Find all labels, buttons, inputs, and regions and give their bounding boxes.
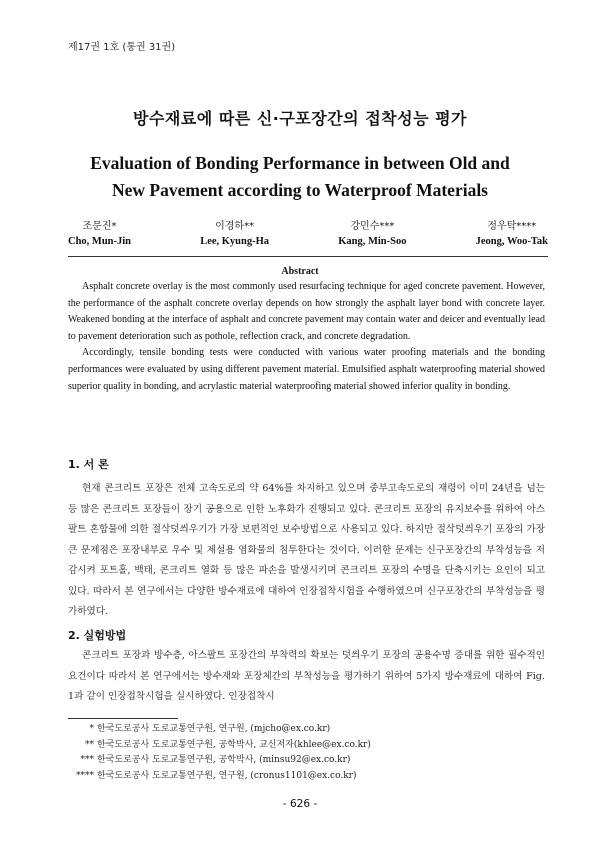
divider xyxy=(68,256,548,257)
section-body-method xyxy=(68,646,545,708)
section-body-introduction xyxy=(68,479,545,623)
section-heading-introduction: 1. 서 론 xyxy=(68,458,109,471)
footnote xyxy=(68,722,371,738)
title-english-line-1: Evaluation of Bonding Performance in between Old and xyxy=(90,153,510,173)
author xyxy=(338,219,406,249)
page-number: - 626 - xyxy=(282,798,318,810)
footnote-divider xyxy=(68,718,178,719)
paragraph: 콘크리트 포장과 방수층, 아스팔트 포장간의 부착력의 확보는 덧씌우기 포장의 공용수명 증대를 위한 필수적인 요건이다 따라서 본 연구에서는 방수재와 포장체간의 부착성능을 평가하기 위하여 5가지 방수재료에 대하여 Fig. 1과 같이 인장접착시험을 실시하였다. 인장접착시 xyxy=(68,650,545,702)
footnote-text: 한국도로공사 도로교통연구원, 연구원, (cronus1101@ex.co.kr) xyxy=(97,770,357,781)
footnote-text: 한국도로공사 도로교통연구원, 연구원, (mjcho@ex.co.kr) xyxy=(97,724,331,734)
footnote-mark: ** xyxy=(85,739,94,750)
author-name-kr: 강민수*** xyxy=(350,221,395,232)
footnote-text: 한국도로공사 도로교통연구원, 공학박사, 교신저자(khlee@ex.co.kr) xyxy=(97,739,371,750)
author-name-en: Cho, Mun-Jin xyxy=(68,236,132,247)
author-name-kr: 정우탁**** xyxy=(487,221,537,232)
title-english-line-2: New Pavement according to Waterproof Materials xyxy=(112,180,488,200)
author xyxy=(476,219,548,249)
footnotes xyxy=(68,722,371,784)
footnote-mark: * xyxy=(89,724,94,734)
title-english xyxy=(40,150,560,204)
footnote-mark: *** xyxy=(80,755,94,765)
author xyxy=(68,219,131,249)
footnote xyxy=(68,738,371,754)
author-name-kr: 이경하** xyxy=(215,221,255,232)
author-list xyxy=(68,219,548,249)
paragraph: 현재 콘크리트 포장은 전체 고속도로의 약 64%를 차지하고 있으며 중부고속도로의 재령이 이미 24년을 넘는 등 많은 콘크리트 포장들이 장기 공용으로 인한 노후화가 진행되고 있다. 콘크리트 포장의 유지보수를 위하여 아스팔트 혼합물에 의한 절삭덧씌우기가 가장 보편적인 보수방법으로 사용되고 있다. 하지만 절삭덧씌우기 포장의 가장 큰 문제점은 포장내부로 우수 및 제설용 염화물의 침투한다는 것이다. 이러한 문제는 신구포장간의 부착성능을 저감시켜 포트홀, 백태, 콘크리트 열화 등 많은 파손을 발생시키며 콘크리트 포장의 수명을 단축시키는 요인이 되고 있다. 따라서 본 연구에서는 다양한 방수재료에 대하여 인장접착시험을 수행하였으며 신구포장간의 부착성능을 평가하였다. xyxy=(68,483,545,617)
title-korean: 방수재료에 따른 신·구포장간의 접착성능 평가 xyxy=(132,109,468,128)
abstract-heading: Abstract xyxy=(281,266,319,277)
author-name-en: Lee, Kyung-Ha xyxy=(200,236,270,247)
footnote xyxy=(68,753,371,769)
section-heading-method: 2. 실험방법 xyxy=(68,629,127,642)
footnote-text: 한국도로공사 도로교통연구원, 공학박사, (minsu92@ex.co.kr) xyxy=(97,755,351,765)
footnote-mark: **** xyxy=(76,770,94,781)
author xyxy=(200,219,269,249)
abstract-paragraph: Asphalt concrete overlay is the most commonly used resurfacing technique for aged concrete pavement. However, the performance of the asphalt concrete overlay depends on how strongly the asphalt layer bond with concrete layer. Weakened bonding at the interface of asphalt and concrete pavement may contain water and deicer and eventually lead to pavement deterioration such as pothole, reflection crack, and concrete degradation. xyxy=(68,281,545,342)
author-name-en: Kang, Min-Soo xyxy=(338,236,407,247)
author-name-en: Jeong, Woo-Tak xyxy=(475,236,548,247)
abstract-paragraph: Accordingly, tensile bonding tests were conducted with various water proofing materials and the bonding performances were evaluated by using different pavement material. Emulsified asphalt waterproofing material showed superior quality in bonding, and acrylastic material waterproofing material showed inferior quality in bonding. xyxy=(68,347,545,392)
abstract-body xyxy=(68,279,545,395)
footnote xyxy=(68,769,371,785)
journal-header: 제17권 1호 (통권 31권) xyxy=(68,42,176,53)
author-name-kr: 조문진* xyxy=(82,221,117,232)
